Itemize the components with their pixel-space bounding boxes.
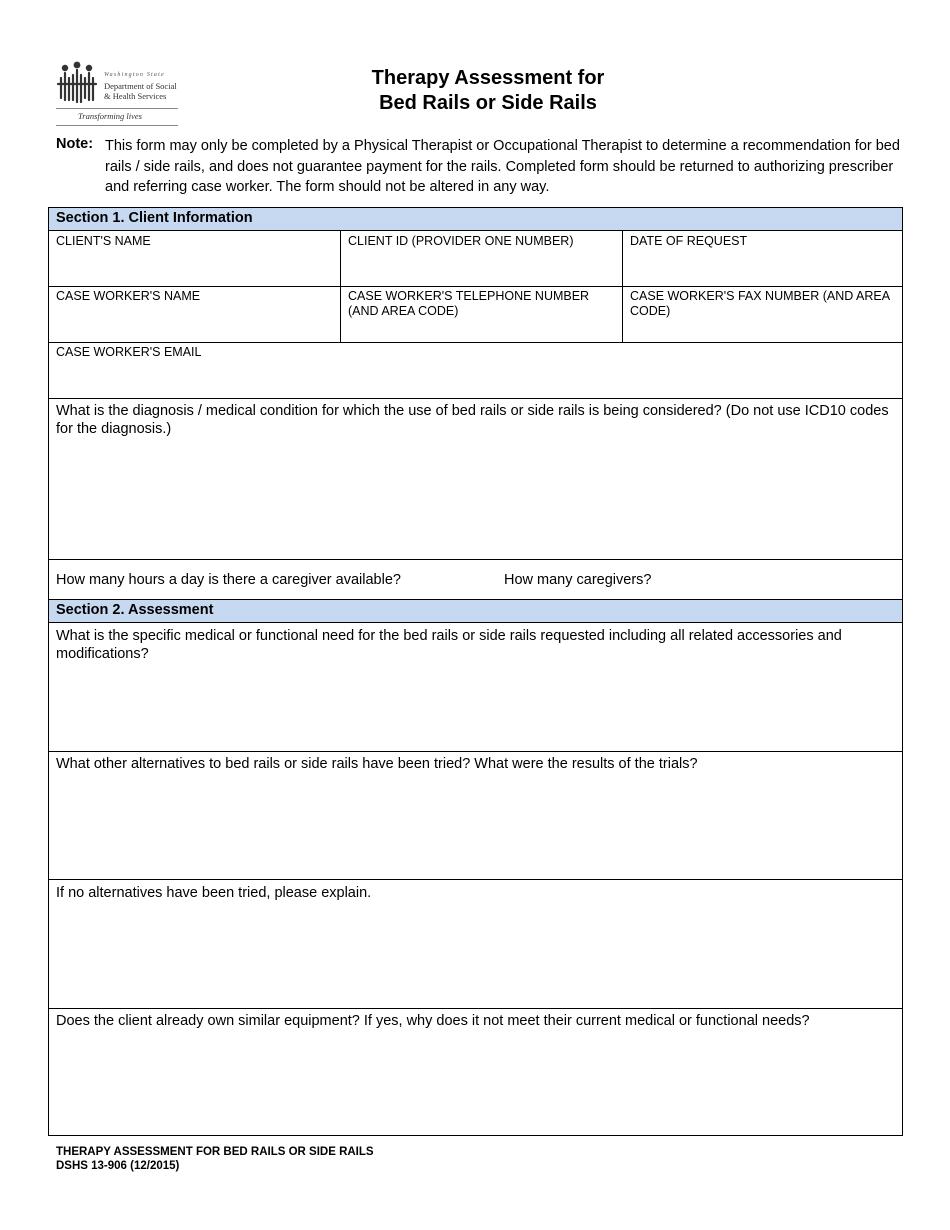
divider (49, 286, 902, 287)
form-table (48, 207, 903, 1136)
caregivers-count-field[interactable]: How many caregivers? (504, 572, 652, 588)
logo-state-text: Washington State (104, 72, 165, 78)
case-worker-phone-field[interactable]: CASE WORKER'S TELEPHONE NUMBER (AND AREA CODE) (348, 289, 590, 318)
column-divider (622, 230, 623, 342)
logo-department-text: Department of Social & Health Services (104, 81, 177, 101)
column-divider (340, 230, 341, 342)
divider (49, 398, 902, 399)
divider (49, 559, 902, 560)
section2-header: Section 2. Assessment (49, 600, 902, 622)
note-text: This form may only be completed by a Physical Therapist or Occupational Therapist to determine a recommendation for bed rails / side rails, and does not guarantee payment for the rails. Completed form should be returned to authorizing prescriber and referring case worker. The form should not be altered in any way. (105, 138, 900, 195)
form-title-line2: Bed Rails or Side Rails (379, 92, 597, 114)
no-alternatives-field[interactable]: If no alternatives have been tried, please explain. (56, 885, 372, 901)
case-worker-name-field[interactable]: CASE WORKER'S NAME (56, 289, 201, 303)
form-title-line1: Therapy Assessment for (371, 67, 605, 89)
diagnosis-field[interactable]: What is the diagnosis / medical condition for which the use of bed rails or side rails is being considered? (Do not use ICD10 codes for the diagnosis.) (56, 403, 889, 437)
footer (56, 1145, 374, 1173)
divider (49, 751, 902, 752)
client-id-field[interactable]: CLIENT ID (PROVIDER ONE NUMBER) (348, 234, 574, 248)
dshs-figures-icon (56, 60, 100, 106)
dshs-logo (56, 60, 180, 128)
divider (49, 622, 902, 623)
logo-divider-bottom (56, 125, 178, 126)
client-name-field[interactable]: CLIENT'S NAME (56, 234, 151, 248)
alternatives-field[interactable]: What other alternatives to bed rails or side rails have been tried? What were the results of the trials? (56, 756, 698, 772)
caregiver-hours-field[interactable]: How many hours a day is there a caregiver available? (56, 572, 401, 588)
divider (49, 342, 902, 343)
note-label: Note: (56, 136, 94, 152)
date-of-request-field[interactable]: DATE OF REQUEST (630, 234, 748, 248)
divider (49, 1008, 902, 1009)
divider (49, 230, 902, 231)
medical-need-field[interactable]: What is the specific medical or functional need for the bed rails or side rails requested including all related accessories and modifications? (56, 628, 842, 662)
footer-form-number: DSHS 13-906 (12/2015) (56, 1160, 180, 1172)
logo-divider (56, 108, 178, 109)
form-title (300, 66, 676, 116)
section1-header: Section 1. Client Information (49, 208, 902, 230)
divider (49, 879, 902, 880)
footer-form-title: THERAPY ASSESSMENT FOR BED RAILS OR SIDE RAILS (56, 1146, 374, 1158)
similar-equipment-field[interactable]: Does the client already own similar equipment? If yes, why does it not meet their current medical or functional needs? (56, 1013, 810, 1029)
case-worker-email-field[interactable]: CASE WORKER'S EMAIL (56, 345, 202, 359)
case-worker-fax-field[interactable]: CASE WORKER'S FAX NUMBER (AND AREA CODE) (630, 289, 890, 318)
logo-tagline: Transforming lives (78, 111, 142, 121)
